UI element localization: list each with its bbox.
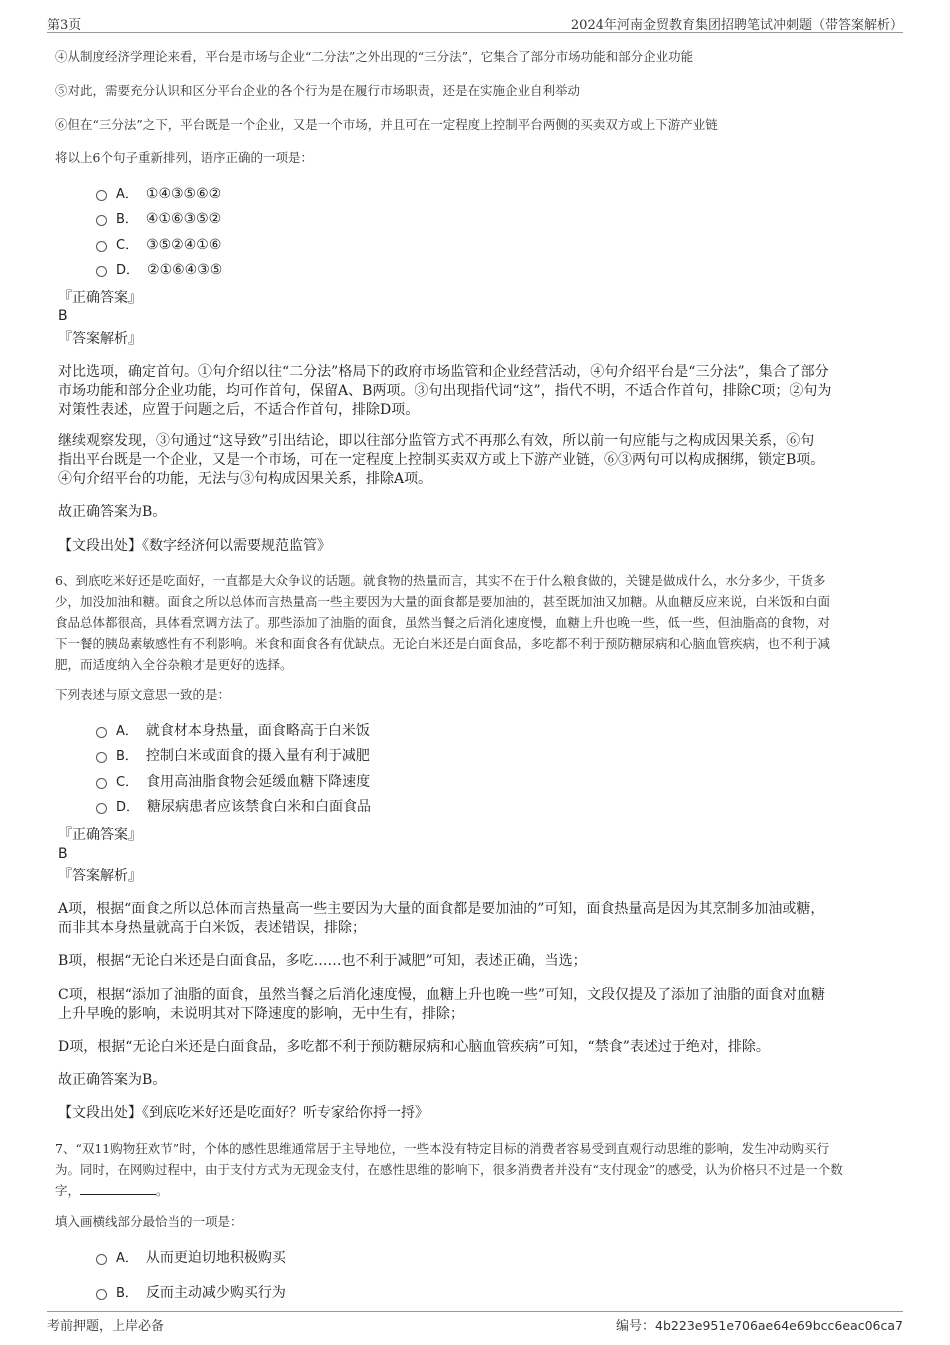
q6-analysis-a: A项，根据“面食之所以总体而言热量高一些主要因为大量的面食都是要加油的”可知，面食热量高是因为其烹制多加油或糖， 而非其本身热量就高于白米饭，表述错误，排除； — [58, 901, 825, 936]
q6-source: 【文段出处】《到底吃米好还是吃面好？听专家给你捋一捋》 — [58, 1105, 429, 1121]
q5-analysis-label: 『答案解析』 — [58, 331, 142, 347]
q6-stem: 6、到底吃米好还是吃面好，一直都是大众争议的话题。就食物的热量而言，其实不在于什么粮食做的，关键是做成什么，水分多少，干货多 少，加没加油和糖。面食之所以总体而言热量高一些主要因为大量的面食都是要加油的，甚至既加油又加糖。从血糖反应来说，白米饭和白面 食品总体都很高，具体看烹调方法了。那些添加了油脂的面食，虽然当餐之后消化速度慢，血糖上升也晚一些，低一些，但油脂高的食物，对 下一餐的胰岛素敏感性有不利影响。米食和面食各有优缺点。无论白米还是白面食品，多吃都不利于预防糖尿病和心脑血管疾病，也不利于减 肥，而适度纳入全谷杂粮才是更好的选择。 — [55, 573, 831, 672]
fill-in-blank[interactable] — [80, 1182, 156, 1195]
radio-icon[interactable] — [96, 727, 107, 738]
document-code: 编号：4b223e951e706ae64e69bcc6eac06ca7 — [616, 1318, 903, 1334]
q7-prompt: 填入画横线部分最恰当的一项是： — [55, 1214, 243, 1229]
radio-icon[interactable] — [96, 803, 107, 814]
q5-option-b[interactable]: B． ④①⑥③⑤② — [96, 209, 221, 229]
q6-analysis-d: D项，根据“无论白米还是白面食品，多吃都不利于预防糖尿病和心脑血管疾病”可知，“禁食”表述过于绝对，排除。 — [58, 1039, 770, 1055]
q6-analysis-label: 『答案解析』 — [58, 868, 142, 884]
radio-icon[interactable] — [96, 1254, 107, 1265]
page-number: 第3页 — [47, 18, 82, 33]
q6-conclusion: 故正确答案为B。 — [58, 1072, 167, 1088]
radio-icon[interactable] — [96, 266, 107, 277]
q5-sentence-4: ④从制度经济学理论来看，平台是市场与企业“二分法”之外出现的“三分法”，它集合了部分市场功能和部分企业功能 — [55, 49, 694, 64]
q5-source: 【文段出处】《数字经济何以需要规范监管》 — [58, 538, 331, 554]
footer-slogan: 考前押题，上岸必备 — [47, 1319, 165, 1334]
q6-answer: B — [58, 846, 68, 862]
q5-answer: B — [58, 308, 68, 324]
q6-option-c[interactable]: C． 食用高油脂食物会延缓血糖下降速度 — [96, 772, 370, 792]
q5-analysis-paragraph-2: 继续观察发现，③句通过“这导致”引出结论，即以往部分监管方式不再那么有效，所以前一句应能与之构成因果关系，⑥句 指出平台既是一个企业，又是一个市场，可在一定程度上控制买卖双方或上下游产业链，⑥③两句可以构成捆绑，锁定B项。 ④句介绍平台的功能，无法与③句构成因果关系，排除A项。 — [58, 433, 825, 487]
q7-option-a[interactable]: A． 从而更迫切地积极购买 — [96, 1248, 286, 1268]
q5-answer-label: 『正确答案』 — [58, 290, 142, 306]
q5-option-d[interactable]: D． ②①⑥④③⑤ — [96, 260, 222, 280]
q6-answer-label: 『正确答案』 — [58, 827, 142, 843]
q5-sentence-6: ⑥但在“三分法”之下，平台既是一个企业，又是一个市场，并且可在一定程度上控制平台两侧的买卖双方或上下游产业链 — [55, 117, 718, 132]
page-footer — [47, 1311, 903, 1334]
q5-prompt: 将以上6个句子重新排列，语序正确的一项是： — [55, 150, 313, 165]
q5-conclusion: 故正确答案为B。 — [58, 504, 167, 520]
radio-icon[interactable] — [96, 241, 107, 252]
radio-icon[interactable] — [96, 1289, 107, 1300]
radio-icon[interactable] — [96, 752, 107, 763]
q6-option-b[interactable]: B． 控制白米或面食的摄入量有利于减肥 — [96, 746, 370, 766]
q5-option-a[interactable]: A． ①④③⑤⑥② — [96, 184, 221, 204]
radio-icon[interactable] — [96, 215, 107, 226]
q6-prompt: 下列表述与原文意思一致的是： — [55, 687, 231, 702]
radio-icon[interactable] — [96, 190, 107, 201]
q5-analysis-paragraph-1: 对比选项，确定首句。①句介绍以往“二分法”格局下的政府市场监管和企业经营活动，④句介绍平台是“三分法”，集合了部分 市场功能和部分企业功能，均可作首句，保留A、B两项。③句出现指代词“这”，指代不明，不适合作首句，排除C项；②句为 对策性表述，应置于问题之后，不适合作首句，排除D项。 — [58, 364, 832, 418]
q6-option-d[interactable]: D． 糖尿病患者应该禁食白米和白面食品 — [96, 797, 371, 817]
q5-sentence-5: ⑤对此，需要充分认识和区分平台企业的各个行为是在履行市场职责，还是在实施企业自利举动 — [55, 83, 581, 98]
q6-analysis-b: B项，根据“无论白米还是白面食品，多吃……也不利于减肥”可知，表述正确，当选； — [58, 953, 587, 969]
q7-option-b[interactable]: B． 反而主动减少购买行为 — [96, 1283, 286, 1303]
page-header — [47, 14, 903, 33]
q5-option-c[interactable]: C． ③⑤②④①⑥ — [96, 235, 221, 255]
q7-stem: 7、“双11购物狂欢节”时，个体的感性思维通常居于主导地位，一些本没有特定目标的消费者容易受到直观行动思维的影响，发生冲动购买行 为。同时，在网购过程中，由于支付方式为无现金支付，在感性思维的影响下，很多消费者并没有“支付现金”的感受，认为价格只不过是一个数 字， 。 — [55, 1141, 843, 1198]
radio-icon[interactable] — [96, 778, 107, 789]
q6-option-a[interactable]: A． 就食材本身热量，面食略高于白米饭 — [96, 721, 370, 741]
q6-analysis-c: C项，根据“添加了油脂的面食，虽然当餐之后消化速度慢，血糖上升也晚一些”可知，文段仅提及了添加了油脂的面食对血糖 上升早晚的影响，未说明其对下降速度的影响，无中生有，排除； — [58, 987, 826, 1022]
document-title: 2024年河南金贸教育集团招聘笔试冲刺题（带答案解析） — [570, 18, 903, 33]
